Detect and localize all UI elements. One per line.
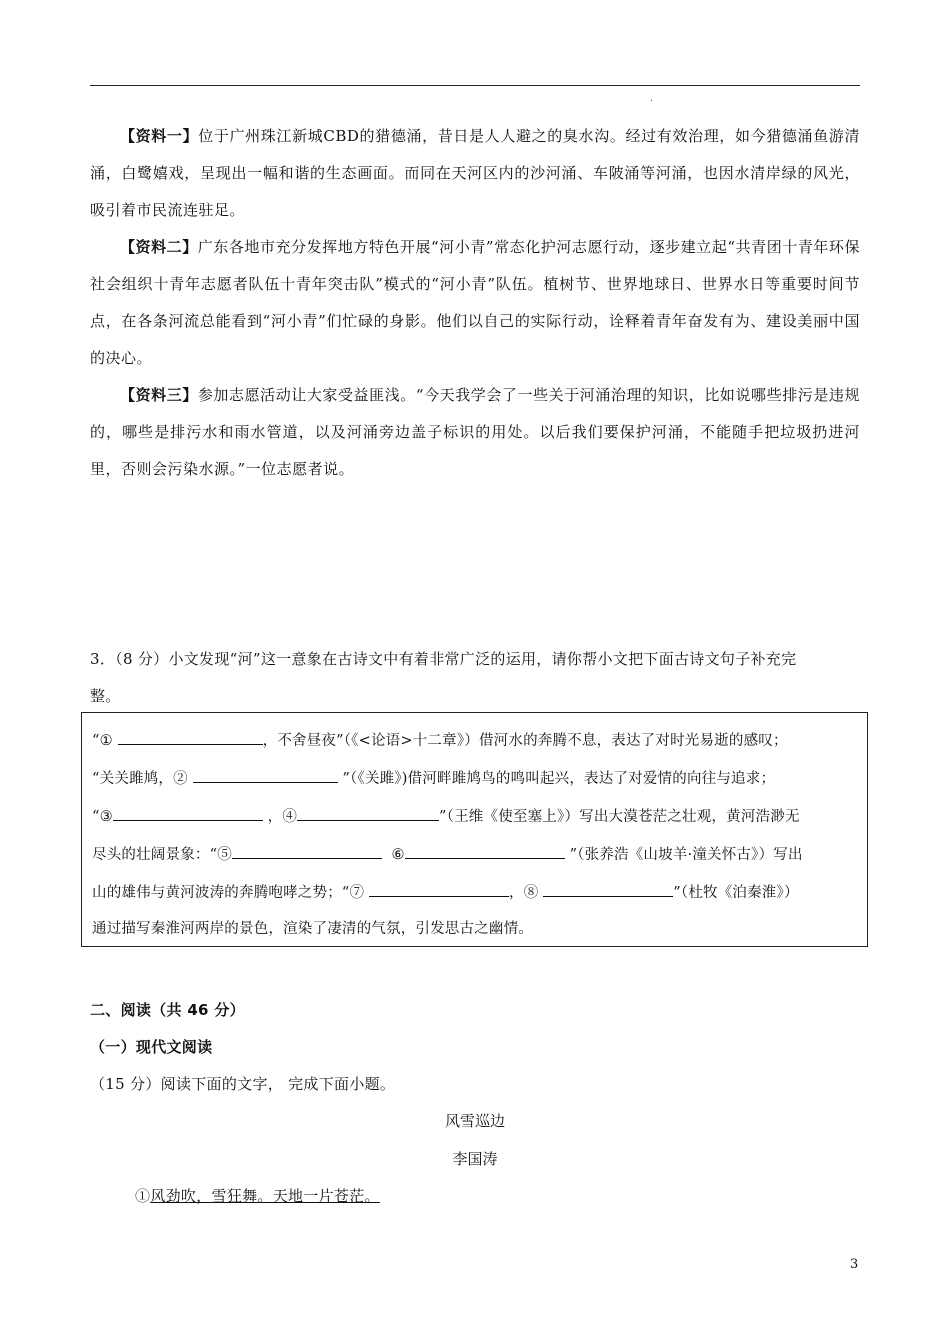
story-title: 风雪巡边 (444, 1112, 505, 1130)
section-2-subtitle: （一）现代文阅读 (90, 1038, 213, 1056)
blank-5[interactable] (232, 844, 382, 859)
blank-2[interactable] (193, 768, 338, 783)
box-line-3-b: ，④ (267, 809, 298, 825)
paragraph-number: ① (135, 1187, 151, 1205)
story-author: 李国涛 (452, 1150, 498, 1168)
box-line-5-a: 山的雄伟与黄河波涛的奔腾咆哮之势；“⑦ (92, 885, 365, 901)
material-1-tag: 【资料一】 (120, 127, 199, 145)
box-line-1 (92, 729, 788, 750)
box-line-5 (92, 881, 799, 902)
box-line-4-a: 尽头的壮阔景象：“⑤ (92, 847, 232, 863)
section-2-instruction: （15 分）阅读下面的文字， 完成下面小题。 (90, 1075, 396, 1093)
blank-7[interactable] (369, 882, 509, 897)
material-2-text: 广东各地市充分发挥地方特色开展“河小青”常态化护河志愿行动，逐步建立起“共青团十青年环保社会组织十青年志愿者队伍十青年突击队”模式的“河小青”队伍。植树节、世界地球日、世界水日等重要时间节点，在各条河流总能看到“河小青”们忙碌的身影。他们以自己的实际行动，诠释着青年奋发有为、建设美丽中国的决心。 (90, 238, 860, 367)
blank-8[interactable] (543, 882, 673, 897)
box-line-4 (92, 843, 803, 864)
box-line-2 (92, 767, 775, 788)
material-3-tag: 【资料三】 (120, 386, 198, 404)
blank-1[interactable] (118, 730, 263, 745)
section-2-title: 二、阅读（共 46 分） (90, 1001, 245, 1019)
box-line-2-a: “关关雎鸠，② (92, 771, 188, 787)
box-line-5-b: ，⑧ (509, 885, 539, 901)
box-line-3-c: ”（王维《使至塞上》）写出大漠苍茫之壮观，黄河浩渺无 (439, 809, 800, 825)
box-line-5-c: ”（杜牧《泊秦淮》） (673, 885, 799, 901)
blank-3[interactable] (113, 806, 263, 821)
material-1-text: 位于广州珠江新城CBD的猎德涌，昔日是人人避之的臭水沟。经过有效治理，如今猎德涌鱼游清涌，白鹭嬉戏，呈现出一幅和谐的生态画面。而同在天河区内的沙河涌、车陂涌等河涌，也因水清岸绿的风光，吸引着市民流连驻足。 (90, 127, 860, 219)
material-3 (90, 377, 860, 488)
material-3-text: 参加志愿活动让大家受益匪浅。“今天我学会了一些关于河涌治理的知识，比如说哪些排污是违规的，哪些是排污水和雨水管道，以及河涌旁边盖子标识的用处。以后我们要保护河涌，不能随手把垃圾扔进河里，否则会污染水源。”一位志愿者说。 (90, 386, 860, 478)
box-line-3 (92, 805, 800, 826)
header-rule (90, 85, 860, 86)
box-line-3-a: “③ (92, 809, 113, 825)
material-2-tag: 【资料二】 (120, 238, 198, 256)
question-3-line-1: 3．（8 分）小文发现“河”这一意象在古诗文中有着非常广泛的运用，请你帮小文把下面古诗文句子补充完 (90, 650, 797, 668)
page-number: 3 (850, 1257, 859, 1272)
blank-4[interactable] (297, 806, 439, 821)
material-2 (90, 229, 860, 377)
box-line-4-b: ⑥ (391, 847, 405, 863)
blank-6[interactable] (405, 844, 565, 859)
box-line-6: 通过描写秦淮河两岸的景色，渲染了凄清的气氛，引发思古之幽情。 (92, 921, 533, 937)
box-line-1-a: “① (92, 733, 113, 749)
box-line-1-b: ，不舍昼夜”（《<论语>十二章》）借河水的奔腾不息，表达了对时光易逝的感叹； (262, 733, 788, 749)
question-3-line-2: 整。 (90, 687, 121, 705)
paragraph-text: 风劲吹，雪狂舞。天地一片苍茫。 (150, 1187, 380, 1205)
header-dot: . (650, 93, 654, 104)
fill-in-box (81, 712, 868, 947)
box-line-4-c: ”（张养浩《山坡羊·潼关怀古》）写出 (569, 847, 803, 863)
box-line-2-b: ”（《关雎》)借河畔雎鸠鸟的鸣叫起兴，表达了对爱情的向往与追求； (342, 771, 776, 787)
story-first-paragraph (135, 1185, 380, 1206)
material-1 (90, 118, 860, 229)
